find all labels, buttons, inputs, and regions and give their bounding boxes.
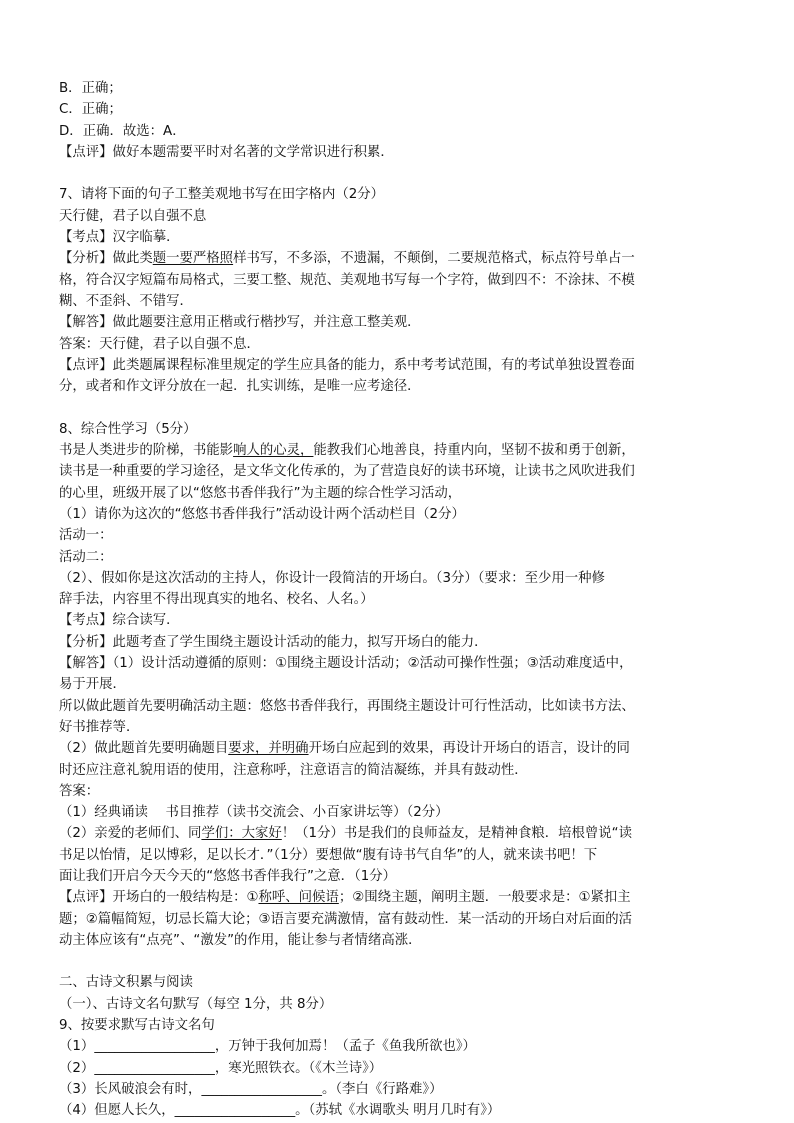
q8-passage-line bbox=[59, 440, 739, 461]
text: 。（苏轼《水调歌头 明月几时有》） bbox=[295, 1103, 501, 1119]
q8-comment bbox=[59, 887, 739, 908]
q9-title: 9、按要求默写古诗文名句 bbox=[59, 1018, 215, 1034]
q8-solution: 【解答】（1）设计活动遵循的原则：①围绕主题设计活动；②活动可操作性强；③活动难度适中， bbox=[59, 656, 633, 672]
q7-kaodian: 【考点】汉字临摹． bbox=[59, 230, 180, 246]
underlined-text: 称呼、问候语 bbox=[258, 890, 339, 906]
q8-kaodian: 【考点】综合读写． bbox=[59, 613, 180, 629]
q8-answer-label: 答案： bbox=[59, 783, 100, 799]
text: ；②围绕主题，阐明主题．一般要求是：①紧扣主 bbox=[338, 890, 631, 906]
q7-analysis-line: 糊、不歪斜、不错写． bbox=[59, 293, 193, 309]
comment-line: 【点评】做好本题需要平时对名著的文学常识进行积累． bbox=[59, 144, 394, 160]
q7-answer: 答案：天行健，君子以自强不息． bbox=[59, 336, 260, 352]
text: 能教我们心地善良，持重内向，坚韧不拔和勇于创新， bbox=[313, 443, 635, 459]
q8-solution bbox=[59, 738, 739, 759]
q8-comment: 题；②篇幅简短，切忌长篇大论；③语言要充满激情，富有鼓动性．某一活动的开场白对后面的活 bbox=[59, 911, 633, 927]
text: 【分析】做此类 bbox=[59, 251, 153, 267]
document-page bbox=[59, 78, 739, 1122]
spacer bbox=[59, 951, 739, 972]
q8-answer: 书足以怡情，足以博彩，足以长才．”（1分）要想做“腹有诗书气自华”的人，就来读书吧！下 bbox=[59, 847, 598, 863]
underlined-text: 题一要严格照 bbox=[152, 251, 234, 267]
q8-answer bbox=[59, 823, 739, 844]
q9-item-4 bbox=[59, 1100, 739, 1121]
q8-solution: 好书推荐等． bbox=[59, 719, 140, 735]
fill-blank[interactable]: __________________ bbox=[94, 1060, 215, 1076]
text: 。（李白《行路难》） bbox=[321, 1081, 443, 1097]
q8-activity-2: 活动二： bbox=[59, 549, 113, 565]
q8-analysis: 【分析】此题考查了学生围绕主题设计活动的能力，拟写开场白的能力． bbox=[59, 634, 488, 650]
part-2 bbox=[59, 972, 739, 1121]
text: （3）长风破浪会有时， bbox=[59, 1081, 202, 1097]
q7-analysis-line: 格，符合汉字短篇布局格式，三要工整、规范、美观地书写每一个字符，做到四不：不涂抹、不模 bbox=[59, 272, 635, 288]
spacer bbox=[59, 397, 739, 418]
answer-option-d: D．正确．故选：A． bbox=[59, 123, 186, 139]
q7-analysis-line bbox=[59, 248, 739, 269]
text: （1） bbox=[59, 1039, 95, 1055]
text: ！（1分）书是我们的良师益友，是精神食粮．培根曾说“读 bbox=[281, 826, 633, 842]
fill-blank[interactable]: __________________ bbox=[94, 1039, 215, 1055]
underlined-text: 学们：大家好 bbox=[201, 826, 282, 842]
q8-subquestion-2: 辞手法，内容里不得出现真实的地名、校名、人名。） bbox=[59, 592, 374, 608]
q7-title: 7、请将下面的句子工整美观地书写在田字格内（2分） bbox=[59, 187, 385, 203]
q8-activity-1: 活动一： bbox=[59, 528, 113, 544]
text: 书是人类进步的阶梯，书能影 bbox=[59, 443, 234, 459]
text: 样书写，不多添，不遗漏，不颠倒，二要规范格式，标点符号单占一 bbox=[233, 251, 635, 267]
q9-item-1 bbox=[59, 1036, 739, 1057]
spacer bbox=[59, 163, 739, 184]
fill-blank[interactable]: __________________ bbox=[201, 1081, 322, 1097]
fill-blank[interactable]: __________________ bbox=[174, 1103, 296, 1119]
text: 开场白应起到的效果，再设计开场白的语言，设计的同 bbox=[308, 741, 630, 757]
text: ，万钟于我何加焉！（孟子《鱼我所欲也》） bbox=[214, 1039, 476, 1055]
text: （2）做此题首先要明确题目 bbox=[59, 741, 229, 757]
previous-answer-block bbox=[59, 78, 739, 163]
subsection-heading: （一）、古诗文名句默写（每空 1分，共 8分） bbox=[59, 996, 333, 1012]
question-7 bbox=[59, 184, 739, 397]
question-8 bbox=[59, 419, 739, 951]
q8-solution: 所以做此题首先要明确活动主题：悠悠书香伴我行，再围绕主题设计可行性活动，比如读书方法、 bbox=[59, 698, 635, 714]
q8-passage-line: 的心里，班级开展了以“悠悠书香伴我行”为主题的综合性学习活动， bbox=[59, 485, 462, 501]
answer-option-c: C．正确； bbox=[59, 102, 122, 118]
q8-title: 8、综合性学习（5分） bbox=[59, 421, 197, 437]
q8-subquestion-2: （2）、假如你是这次活动的主持人，你设计一段简洁的开场白。（3分）（要求：至少用一种修 bbox=[59, 570, 605, 586]
q8-comment: 动主体应该有“点亮”、“激发”的作用，能让参与者情绪高涨． bbox=[59, 932, 422, 948]
q7-comment: 分，或者和作文评分放在一起．扎实训练，是唯一应考途径． bbox=[59, 379, 421, 395]
q7-sentence: 天行健，君子以自强不息 bbox=[59, 208, 207, 224]
underlined-text: 响人的心灵， bbox=[233, 443, 314, 459]
text: ，寒光照铁衣。（《木兰诗》） bbox=[214, 1060, 383, 1076]
q8-solution: 易于开展． bbox=[59, 677, 126, 693]
text: 【点评】开场白的一般结构是：① bbox=[59, 890, 259, 906]
q8-answer: （1）经典诵读 书目推荐（读书交流会、小百家讲坛等）（2分） bbox=[59, 805, 449, 821]
q8-solution: 时还应注意礼貌用语的使用，注意称呼，注意语言的简洁凝练，并具有鼓动性． bbox=[59, 762, 528, 778]
text: （2） bbox=[59, 1060, 95, 1076]
q7-solution: 【解答】做此题要注意用正楷或行楷抄写，并注意工整美观． bbox=[59, 315, 421, 331]
text: （2）亲爱的老师们、同 bbox=[59, 826, 202, 842]
underlined-text: 要求，并明确 bbox=[228, 741, 309, 757]
q8-answer: 面让我们开启今天今天的“悠悠书香伴我行”之意．（1分） bbox=[59, 868, 397, 884]
q8-passage-line: 读书是一种重要的学习途径，是文华文化传承的，为了营造良好的读书环境，让读书之风吹进我们 bbox=[59, 464, 635, 480]
section-heading: 二、古诗文积累与阅读 bbox=[59, 975, 193, 991]
text: （4）但愿人长久， bbox=[59, 1103, 175, 1119]
q9-item-2 bbox=[59, 1058, 739, 1079]
answer-option-b: B．正确； bbox=[59, 81, 122, 96]
q7-comment: 【点评】此类题属课程标准里规定的学生应具备的能力，系中考考试范围，有的考试单独设置卷面 bbox=[59, 357, 635, 373]
q8-subquestion-1: （1）请你为这次的“悠悠书香伴我行”活动设计两个活动栏目（2分） bbox=[59, 506, 465, 522]
q9-item-3 bbox=[59, 1079, 739, 1100]
